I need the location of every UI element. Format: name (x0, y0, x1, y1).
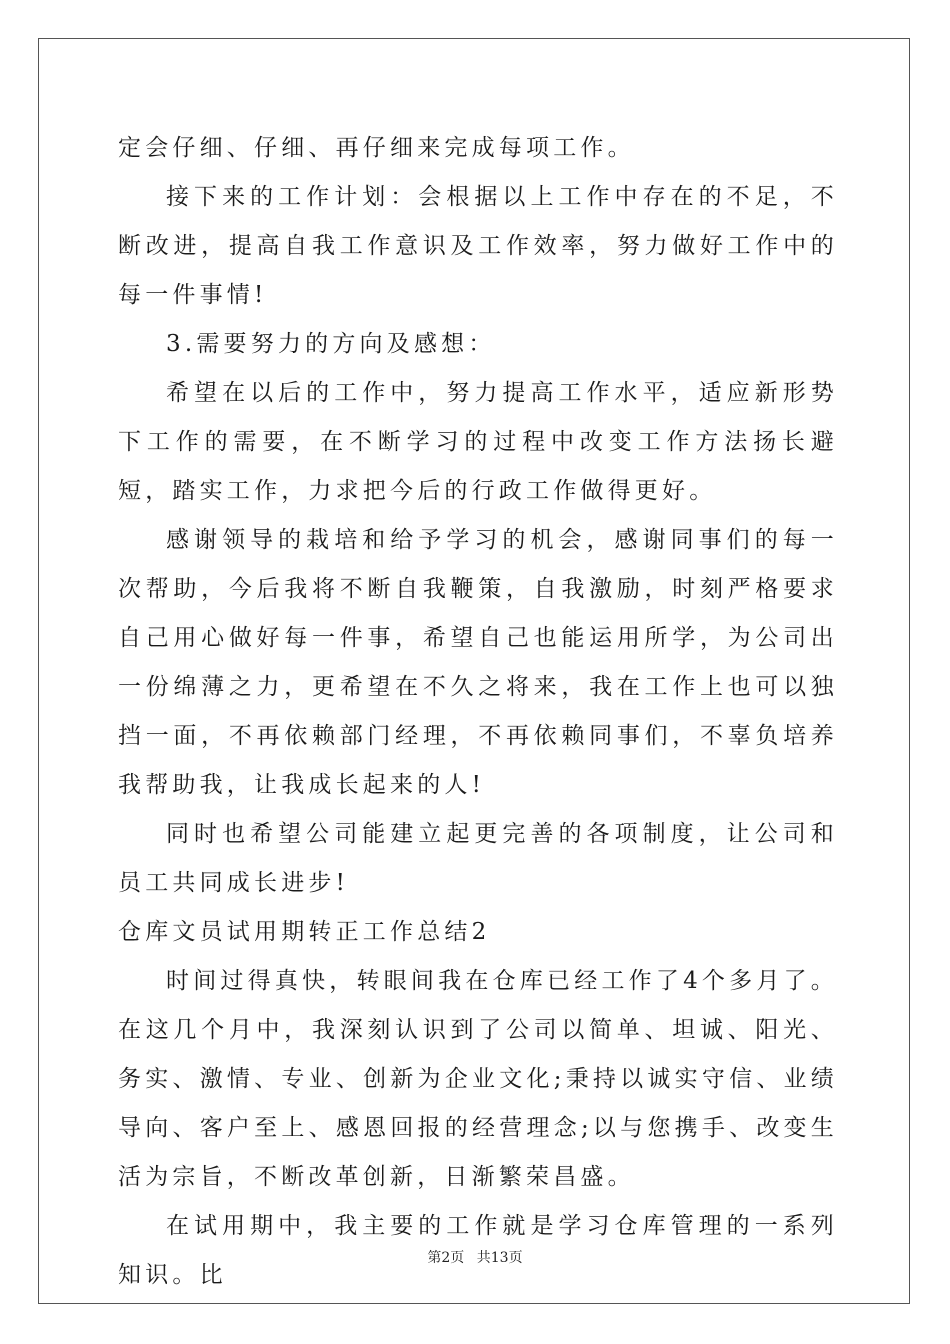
page-total: 共13页 (476, 1250, 523, 1266)
paragraph-6: 同时也希望公司能建立起更完善的各项制度，让公司和员工共同成长进步! (118, 821, 838, 896)
page-footer (0, 1247, 950, 1267)
paragraph-4: 希望在以后的工作中，努力提高工作水平，适应新形势下工作的需要，在不断学习的过程中改变工作方法扬长避短，踏实工作，力求把今后的行政工作做得更好。 (118, 380, 838, 504)
paragraph-1: 定会仔细、仔细、再仔细来完成每项工作。 (118, 135, 635, 161)
page-number: 第2页 (427, 1250, 465, 1266)
paragraph-5: 感谢领导的栽培和给予学习的机会，感谢同事们的每一次帮助，今后我将不断自我鞭策，自我激励，时刻严格要求自己用心做好每一件事，希望自己也能运用所学，为公司出一份绵薄之力，更希望在不久之将来，我在工作上也可以独挡一面，不再依赖部门经理，不再依赖同事们，不辜负培养我帮助我，让我成长起来的人! (118, 527, 838, 798)
section-heading: 仓库文员试用期转正工作总结2 (118, 919, 491, 945)
document-body (118, 124, 838, 1300)
paragraph-7: 时间过得真快，转眼间我在仓库已经工作了4个多月了。在这几个月中，我深刻认识到了公司以简单、坦诚、阳光、务实、激情、专业、创新为企业文化;秉持以诚实守信、业绩导向、客户至上、感恩回报的经营理念;以与您携手、改变生活为宗旨，不断改革创新，日渐繁荣昌盛。 (118, 968, 838, 1190)
paragraph-8: 在试用期中，我主要的工作就是学习仓库管理的一系列知识。比 (118, 1213, 838, 1288)
paragraph-3: 3.需要努力的方向及感想： (166, 331, 496, 357)
paragraph-2: 接下来的工作计划：会根据以上工作中存在的不足，不断改进，提高自我工作意识及工作效率，努力做好工作中的每一件事情! (118, 184, 838, 308)
